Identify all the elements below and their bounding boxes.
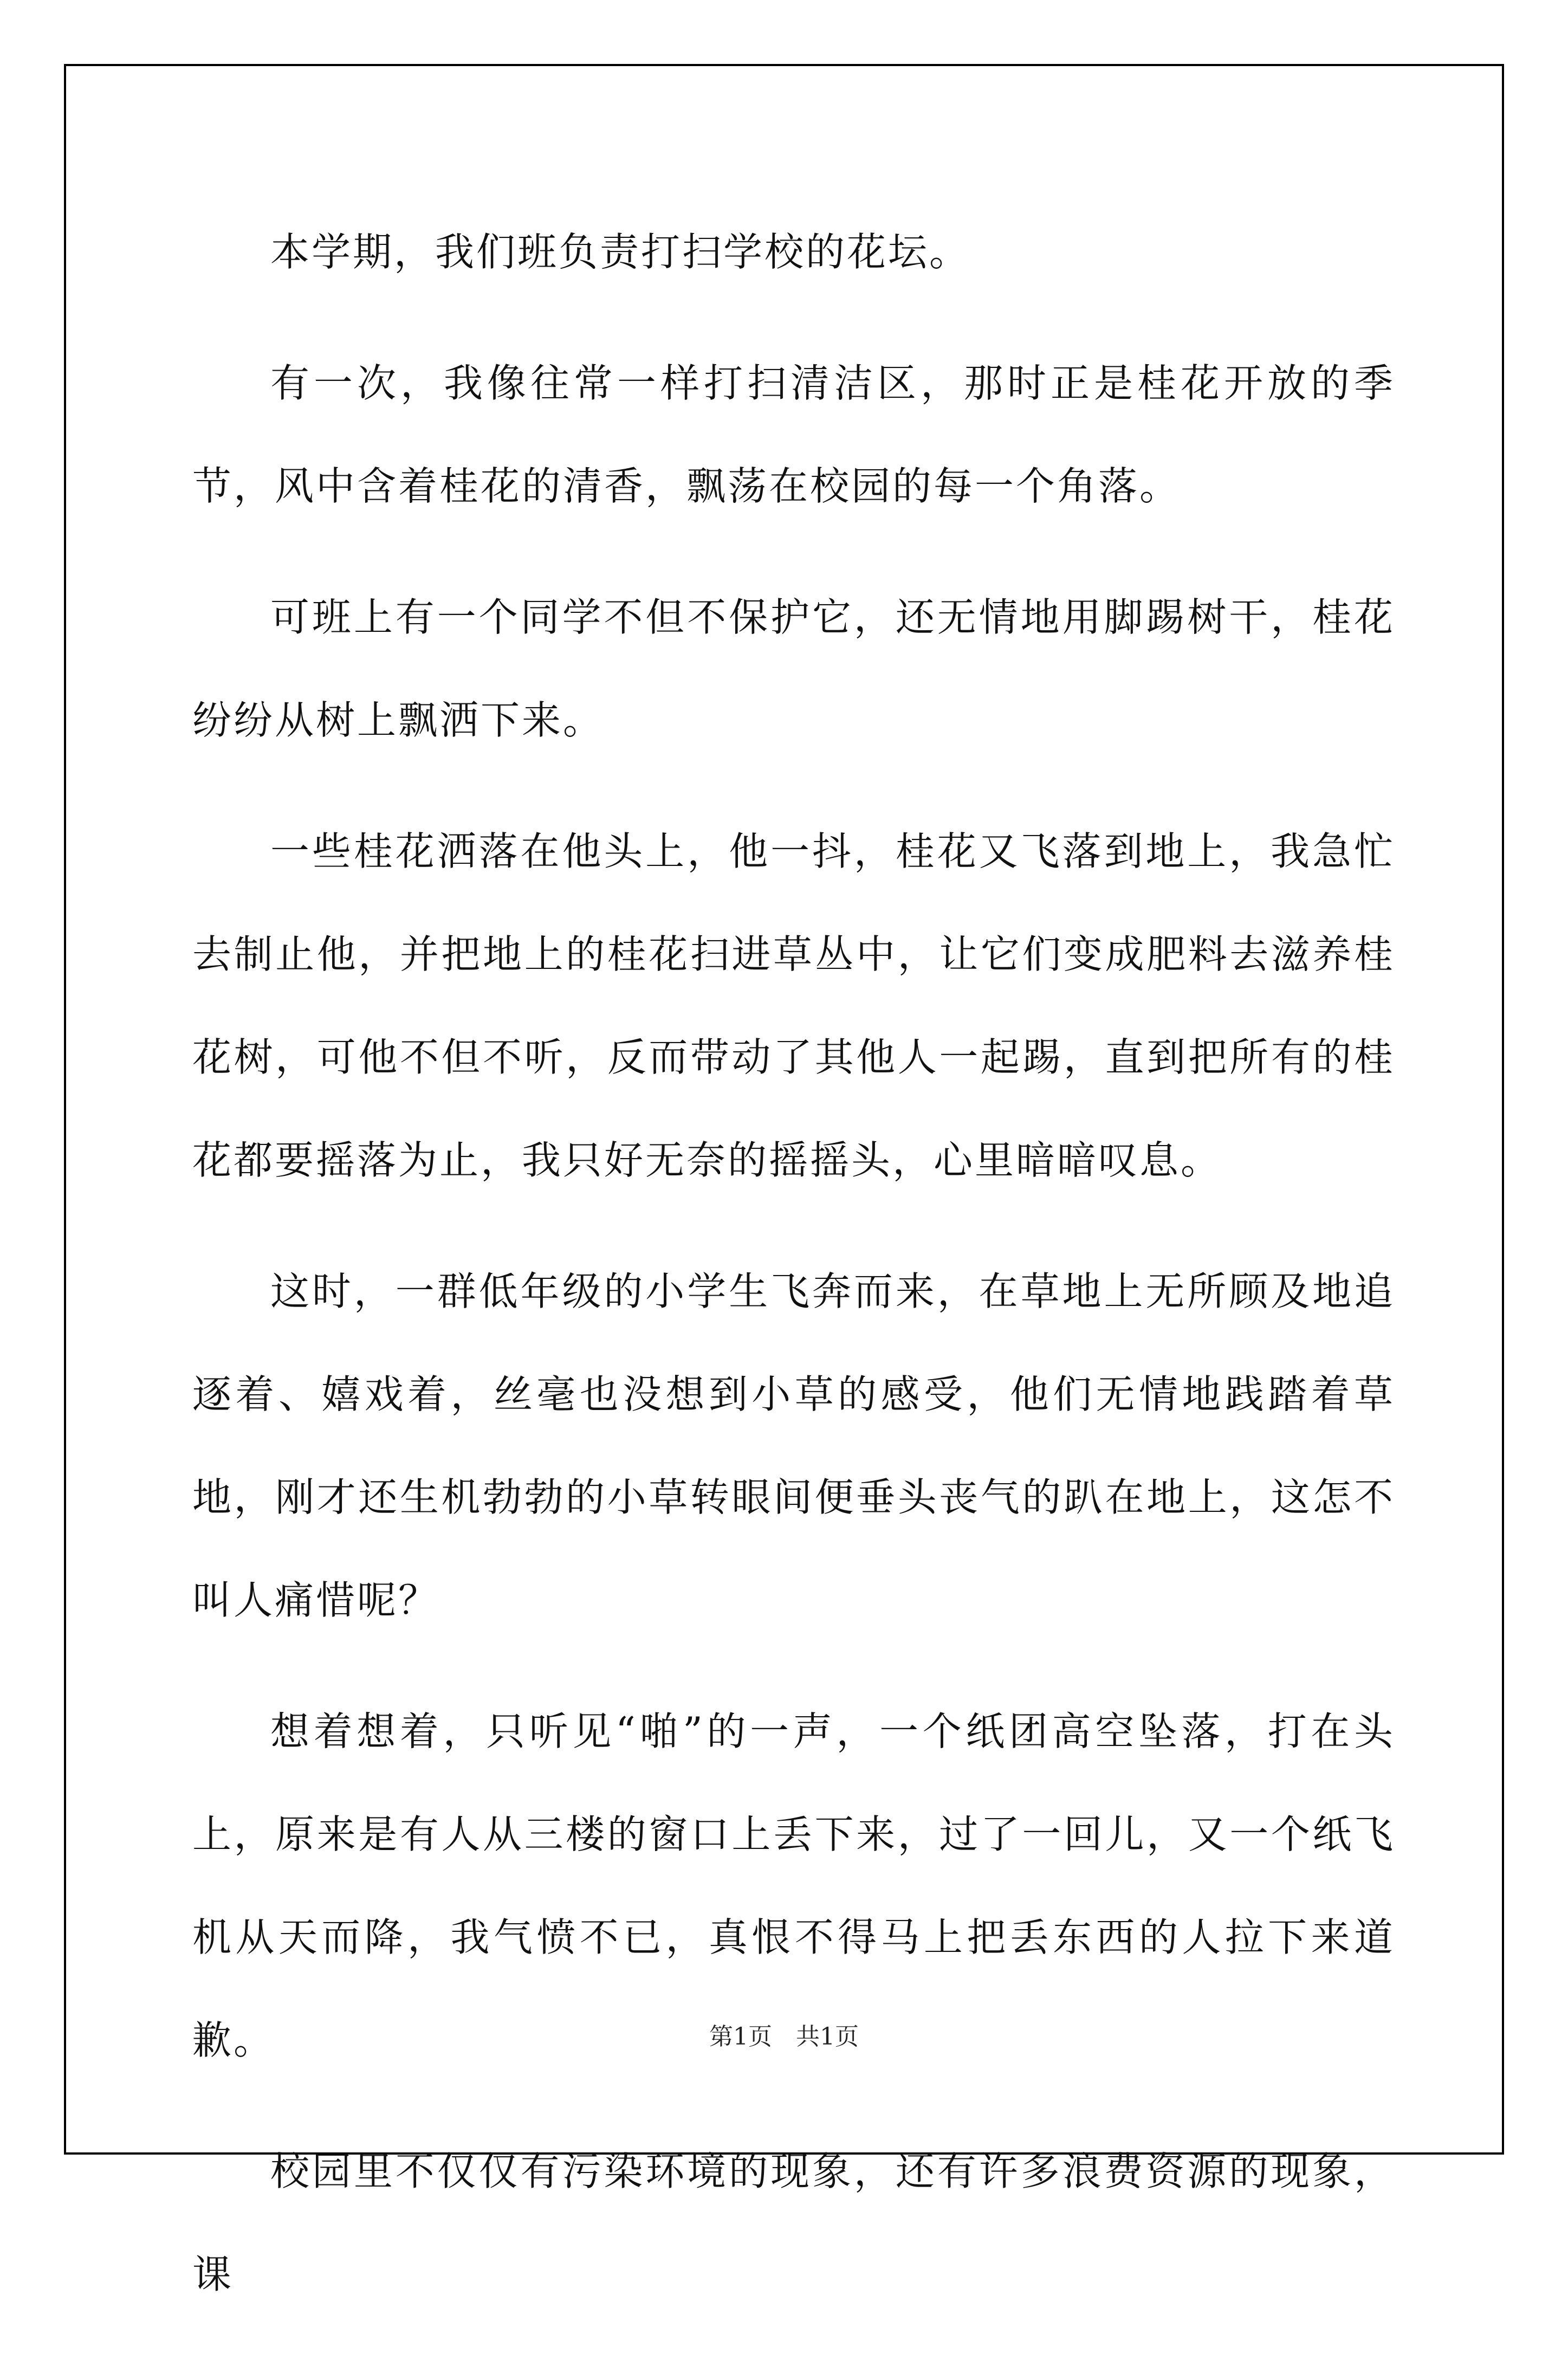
paragraph-1: 本学期，我们班负责打扫学校的花坛。 <box>270 229 971 275</box>
paragraph-3: 可班上有一个同学不但不保护它，还无情地用脚踢树干，桂花纷纷从树上飘洒下来。 <box>192 594 1395 743</box>
paragraph-2: 有一次，我像往常一样打扫清洁区，那时正是桂花开放的季节，风中含着桂花的清香，飘荡在校园的每一个角落。 <box>192 360 1395 509</box>
paragraph-4: 一些桂花洒落在他头上，他一抖，桂花又飞落到地上，我急忙去制止他，并把地上的桂花扫进草丛中，让它们变成肥料去滋养桂花树，可他不但不听，反而带动了其他人一起踢，直到把所有的桂花都要摇落为止，我只好无奈的摇摇头，心里暗暗叹息。 <box>192 829 1395 1183</box>
paragraph-7: 校园里不仅仅有污染环境的现象，还有许多浪费资源的现象，课 <box>192 2149 1395 2297</box>
paragraph-5: 这时，一群低年级的小学生飞奔而来，在草地上无所顾及地追逐着、嬉戏着，丝毫也没想到小草的感受，他们无情地践踏着草地，刚才还生机勃勃的小草转眼间便垂头丧气的趴在地上，这怎不叫人痛惜呢？ <box>192 1269 1395 1623</box>
page-footer: 第1页 共1页 <box>709 2023 859 2051</box>
paragraph-6: 想着想着，只听见“啪”的一声，一个纸团高空坠落，打在头上，原来是有人从三楼的窗口上丢下来，过了一回儿，又一个纸飞机从天而降，我气愤不已，真恨不得马上把丢东西的人拉下来道歉。 <box>192 1709 1395 2063</box>
